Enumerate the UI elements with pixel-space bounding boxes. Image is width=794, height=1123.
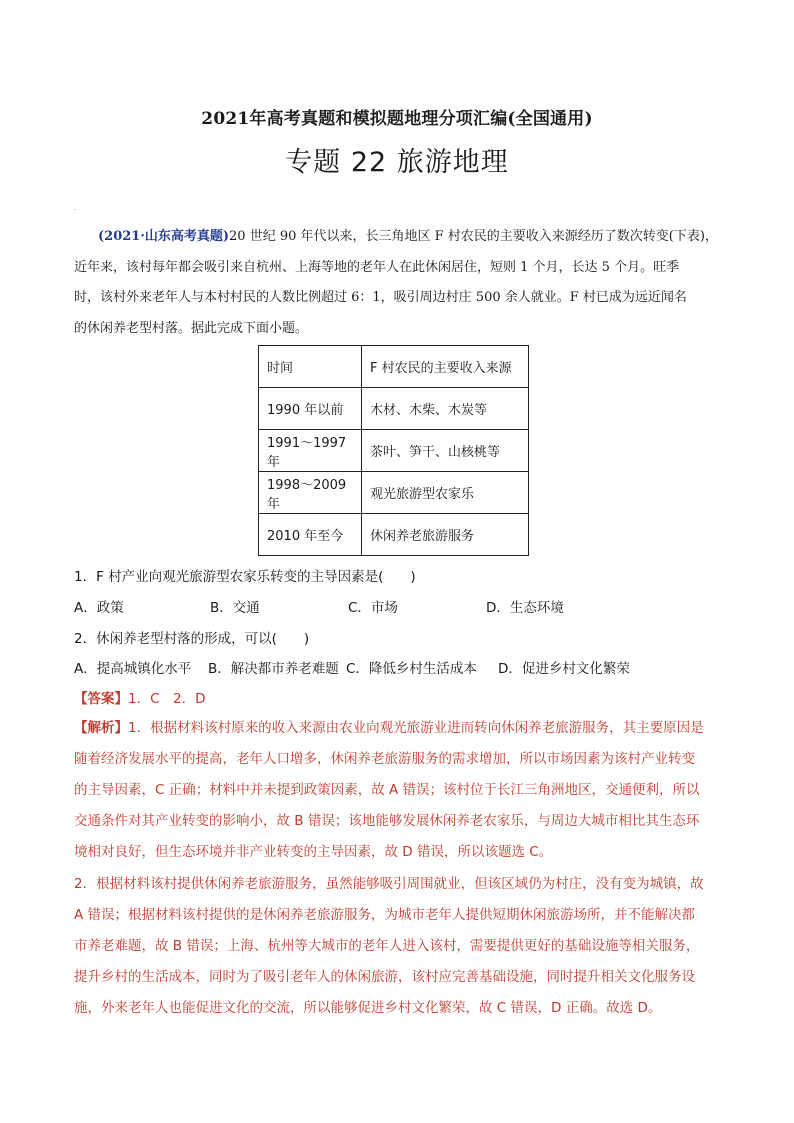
analysis-line: A 错误；根据材料该村提供的是休闲养老旅游服务，为城市老年人提供短期休闲旅游场所，并不能解决都 xyxy=(74,907,696,923)
question-2-option-a: A．提高城镇化水平 xyxy=(74,661,192,677)
analysis-line: 的主导因素，C 正确；材料中并未提到政策因素，故 A 错误；该村位于长江三角洲地区，交通便利，所以 xyxy=(74,782,700,798)
table-cell: 1998～2009 年 xyxy=(259,472,362,514)
analysis-part-2 xyxy=(74,869,724,1024)
question-2-option-b: B．解决都市养老难题 xyxy=(208,661,339,677)
analysis-line: 提升乡村的生活成本，同时为了吸引老年人的休闲旅游，该村应完善基础设施，同时提升相关文化服务设 xyxy=(74,969,695,985)
source-tag: (2021·山东高考真题) xyxy=(98,229,230,244)
answer-text: 1．C 2．D xyxy=(128,691,206,707)
analysis-line: 随着经济发展水平的提高，老年人口增多，休闲养老旅游服务的需求增加，所以市场因素为该村产业转变 xyxy=(74,751,695,767)
table-header-cell: F 村农民的主要收入来源 xyxy=(362,346,529,388)
question-2-option-d: D．促进乡村文化繁荣 xyxy=(498,661,630,677)
passage-line-1: (2021·山东高考真题)20 世纪 90 年代以来，长三角地区 F 村农民的主要收入来源经历了数次转变(下表)， xyxy=(98,229,718,244)
series-title: 2021年高考真题和模拟题地理分项汇编(全国通用) xyxy=(201,109,593,129)
table-cell: 1991～1997 年 xyxy=(259,430,362,472)
question-1-stem: 1．F 村产业向观光旅游型农家乐转变的主导因素是( ) xyxy=(74,569,416,585)
analysis-label: 【解析】 xyxy=(74,720,128,736)
analysis-line: 市养老难题，故 B 错误；上海、杭州等大城市的老年人进入该村，需要提供更好的基础设施等相关服务， xyxy=(74,938,700,954)
topic-title: 专题 22 旅游地理 xyxy=(285,147,509,178)
table-cell: 木材、木柴、木炭等 xyxy=(362,388,529,430)
paragraph-mark: . xyxy=(74,204,77,212)
question-1-option-b: B．交通 xyxy=(210,600,260,616)
table-cell: 1990 年以前 xyxy=(259,388,362,430)
table-cell: 观光旅游型农家乐 xyxy=(362,472,529,514)
table-header-row xyxy=(259,346,529,388)
table-row xyxy=(259,472,529,514)
analysis-line: 施，外来老年人也能促进文化的交流，所以能够促进乡村文化繁荣，故 C 错误，D 正确。故选 D。 xyxy=(74,1000,662,1016)
income-source-table xyxy=(258,345,529,556)
passage-line-3: 时，该村外来老年人与本村村民的人数比例超过 6：1，吸引周边村庄 500 余人就业。F 村已成为远近闻名 xyxy=(74,290,687,305)
table-cell: 茶叶、笋干、山核桃等 xyxy=(362,430,529,472)
question-2-option-c: C．降低乡村生活成本 xyxy=(346,661,477,677)
table-cell: 2010 年至今 xyxy=(259,514,362,556)
table-row xyxy=(259,430,529,472)
passage-line-2: 近年来，该村每年都会吸引来自杭州、上海等地的老年人在此休闲居住，短则 1 个月，长达 5 个月。旺季 xyxy=(74,259,680,275)
analysis-line: 2．根据材料该村提供休闲养老旅游服务，虽然能够吸引周围就业，但该区域仍为村庄，没有变为城镇，故 xyxy=(74,876,704,892)
passage-line-4: 的休闲养老型村落。据此完成下面小题。 xyxy=(74,320,309,336)
answer-label: 【答案】 xyxy=(74,691,128,707)
analysis-part-1 xyxy=(74,713,724,868)
question-1-option-a: A．政策 xyxy=(74,600,124,616)
question-1-option-d: D．生态环境 xyxy=(486,600,564,616)
question-passage xyxy=(74,222,724,344)
question-2-stem: 2．休闲养老型村落的形成，可以( ) xyxy=(74,631,310,647)
answer-line xyxy=(74,687,206,707)
table-row xyxy=(259,514,529,556)
question-1-option-c: C．市场 xyxy=(348,600,398,616)
analysis-line: 【解析】1．根据材料该村原来的收入来源由农业向观光旅游业进而转向休闲养老旅游服务，其主要原因是 xyxy=(74,720,704,736)
table-row xyxy=(259,388,529,430)
analysis-line: 交通条件对其产业转变的影响小，故 B 错误；该地能够发展休闲养老农家乐，与周边大城市相比其生态环 xyxy=(74,813,700,829)
analysis-line: 境相对良好，但生态环境并非产业转变的主导因素，故 D 错误，所以该题选 C。 xyxy=(74,844,553,860)
table-header-cell: 时间 xyxy=(259,346,362,388)
table-cell: 休闲养老旅游服务 xyxy=(362,514,529,556)
